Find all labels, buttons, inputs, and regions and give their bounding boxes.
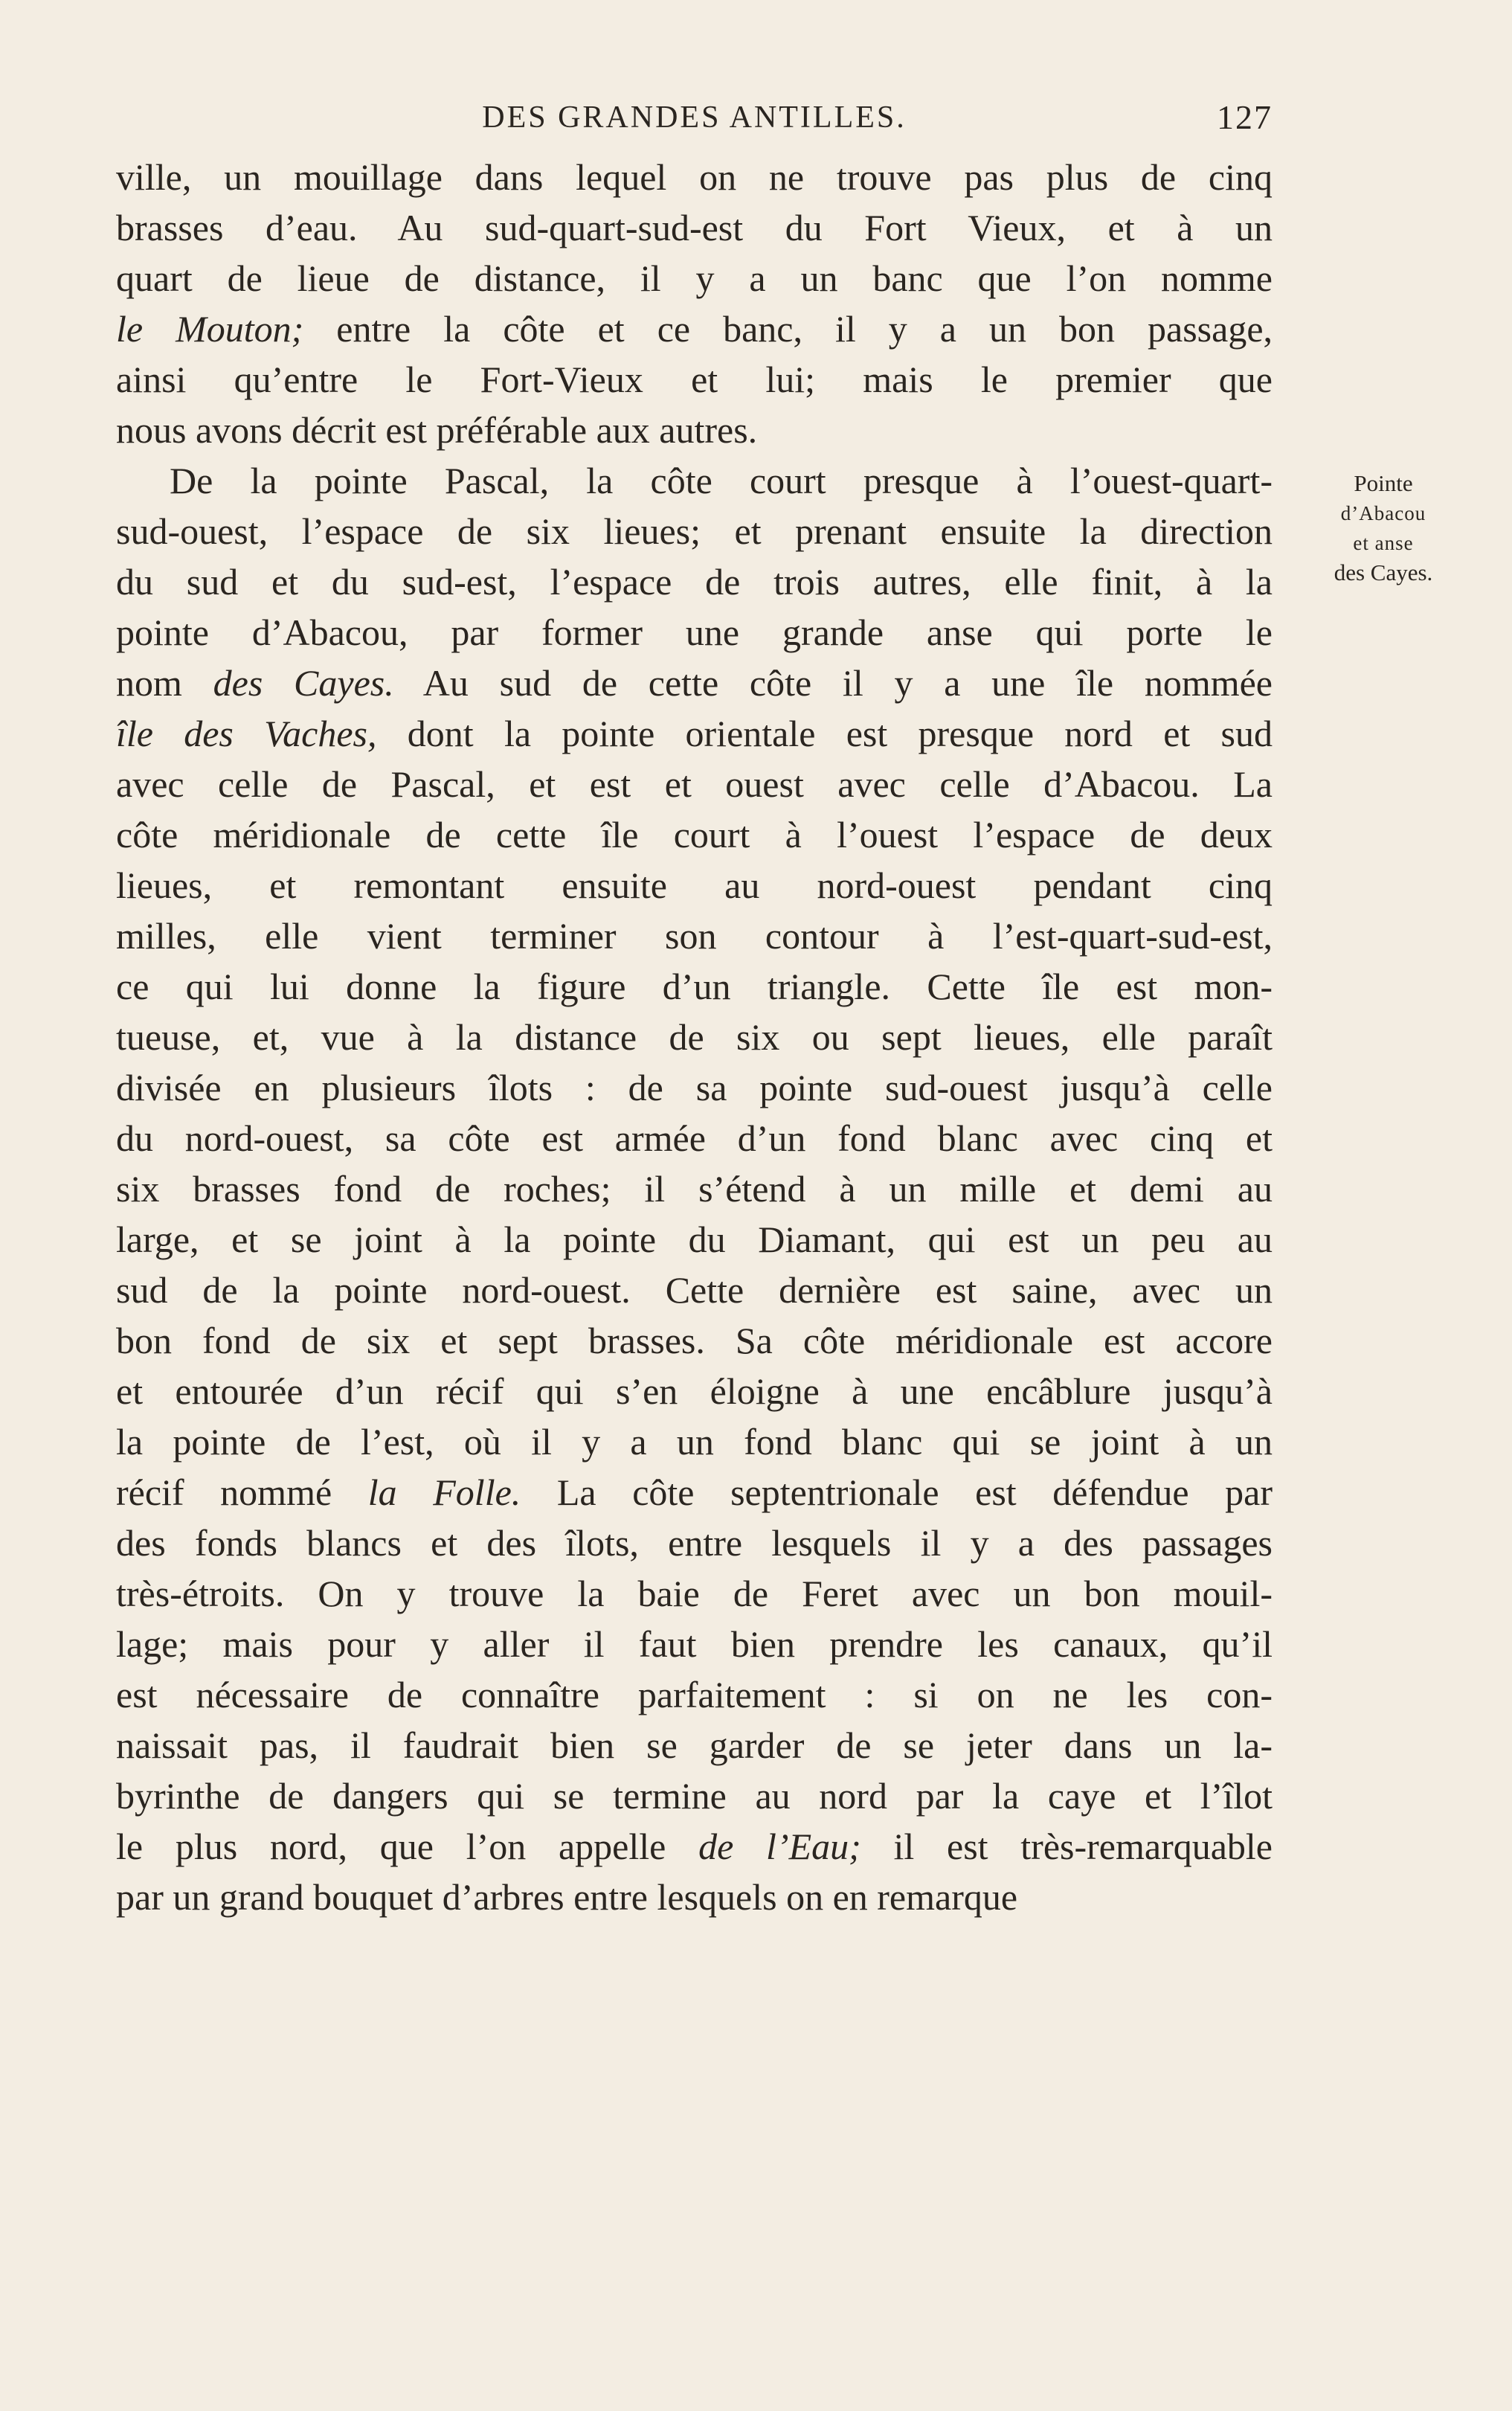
line-text: sud de la pointe nord-ouest. Cette dernière est saine, avec un: [116, 1269, 1273, 1311]
line-text: est nécessaire de connaître parfaitement : si on ne les con-: [116, 1674, 1273, 1715]
line-text: La côte septentrionale est défendue par: [521, 1471, 1273, 1513]
body-text: [116, 152, 1273, 1922]
line-text: nom: [116, 662, 213, 704]
margin-note-line: des Cayes.: [1334, 559, 1433, 585]
line-text: et entourée d’un récif qui s’en éloigne à une encâblure jusqu’à: [116, 1370, 1273, 1412]
text-line: [116, 1062, 1273, 1113]
line-text: lieues, et remontant ensuite au nord-ouest pendant cinq: [116, 864, 1273, 906]
line-text: bon fond de six et sept brasses. Sa côte méridionale est accore: [116, 1320, 1273, 1361]
text-line: [116, 1568, 1273, 1619]
text-line: [116, 455, 1273, 506]
line-text: entre la côte et ce banc, il y a un bon passage,: [303, 308, 1273, 350]
text-line: [116, 1366, 1273, 1416]
italic-term: le Mouton;: [116, 308, 304, 350]
text-line: [116, 1821, 1273, 1872]
text-line: [116, 1214, 1273, 1265]
text-line: [116, 202, 1273, 253]
text-line: [116, 1265, 1273, 1315]
line-text: quart de lieue de distance, il y a un banc que l’on nomme: [116, 257, 1273, 299]
line-text: du nord-ouest, sa côte est armée d’un fond blanc avec cinq et: [116, 1117, 1273, 1159]
line-text: par un grand bouquet d’arbres entre lesquels on en remarque: [116, 1876, 1018, 1918]
text-line: [116, 1113, 1273, 1163]
running-head: [116, 95, 1273, 140]
margin-note-line: et anse: [1353, 532, 1414, 554]
line-text: il est très-remarquable: [860, 1826, 1273, 1867]
line-text: divisée en plusieurs îlots : de sa pointe sud-ouest jusqu’à celle: [116, 1067, 1273, 1108]
line-text: dont la pointe orientale est presque nord et sud: [376, 713, 1273, 754]
text-line: [116, 961, 1273, 1012]
line-text: la pointe de l’est, où il y a un fond blanc qui se joint à un: [116, 1421, 1273, 1463]
line-text: pointe d’Abacou, par former une grande anse qui porte le: [116, 611, 1273, 653]
line-text: milles, elle vient terminer son contour à l’est-quart-sud-est,: [116, 915, 1273, 957]
text-line: [116, 1163, 1273, 1214]
text-line: [116, 1872, 1273, 1922]
text-line: [116, 253, 1273, 304]
line-text: ainsi qu’entre le Fort-Vieux et lui; mais le premier que: [116, 359, 1273, 400]
text-line: [116, 1720, 1273, 1770]
text-line: [116, 1467, 1273, 1518]
line-text: récif nommé: [116, 1471, 368, 1513]
margin-note: [1294, 469, 1473, 588]
line-text: naissait pas, il faudrait bien se garder de se jeter dans un la-: [116, 1724, 1273, 1766]
text-line: [116, 506, 1273, 556]
margin-note-line: Pointe: [1354, 470, 1413, 496]
line-text: du sud et du sud-est, l’espace de trois autres, elle finit, à la: [116, 561, 1273, 603]
running-title: DES GRANDES ANTILLES.: [482, 100, 907, 135]
text-line: [116, 556, 1273, 607]
margin-note-line: d’Abacou: [1340, 502, 1426, 524]
text-line: [116, 152, 1273, 202]
line-text: tueuse, et, vue à la distance de six ou sept lieues, elle paraît: [116, 1016, 1273, 1058]
line-text: six brasses fond de roches; il s’étend à un mille et demi au: [116, 1168, 1273, 1210]
line-text: ce qui lui donne la figure d’un triangle. Cette île est mon-: [116, 966, 1273, 1007]
italic-term: des Cayes.: [213, 662, 394, 704]
text-line: [116, 1669, 1273, 1720]
line-text: De la pointe Pascal, la côte court presque à l’ouest-quart-: [170, 460, 1273, 501]
text-line: [116, 658, 1273, 708]
line-text: côte méridionale de cette île court à l’ouest l’espace de deux: [116, 814, 1273, 855]
text-line: [116, 759, 1273, 809]
text-line: [116, 1012, 1273, 1062]
line-text: très-étroits. On y trouve la baie de Feret avec un bon mouil-: [116, 1573, 1273, 1614]
line-text: le plus nord, que l’on appelle: [116, 1826, 699, 1867]
line-text: Au sud de cette côte il y a une île nommée: [393, 662, 1273, 704]
line-text: des fonds blancs et des îlots, entre lesquels il y a des passages: [116, 1522, 1273, 1564]
line-text: sud-ouest, l’espace de six lieues; et prenant ensuite la direction: [116, 510, 1273, 552]
text-line: [116, 405, 1273, 455]
line-text: avec celle de Pascal, et est et ouest avec celle d’Abacou. La: [116, 763, 1273, 805]
text-line: [116, 1619, 1273, 1669]
text-line: [116, 1518, 1273, 1568]
text-line: [116, 354, 1273, 405]
line-text: large, et se joint à la pointe du Diamant, qui est un peu au: [116, 1219, 1273, 1260]
italic-term: la Folle.: [367, 1471, 521, 1513]
text-line: [116, 860, 1273, 911]
text-line: [116, 607, 1273, 658]
text-line: [116, 708, 1273, 759]
line-text: nous avons décrit est préférable aux autres.: [116, 409, 758, 451]
text-line: [116, 1315, 1273, 1366]
text-line: [116, 911, 1273, 961]
italic-term: île des Vaches,: [116, 713, 377, 754]
italic-term: de l’Eau;: [698, 1826, 861, 1867]
line-text: brasses d’eau. Au sud-quart-sud-est du Fort Vieux, et à un: [116, 207, 1273, 248]
text-line: [116, 809, 1273, 860]
text-line: [116, 1770, 1273, 1821]
line-text: byrinthe de dangers qui se termine au nord par la caye et l’îlot: [116, 1775, 1273, 1817]
text-line: [116, 1416, 1273, 1467]
text-line: [116, 304, 1273, 354]
line-text: lage; mais pour y aller il faut bien prendre les canaux, qu’il: [116, 1623, 1273, 1665]
page-number: 127: [1217, 98, 1273, 136]
line-text: ville, un mouillage dans lequel on ne trouve pas plus de cinq: [116, 156, 1273, 198]
